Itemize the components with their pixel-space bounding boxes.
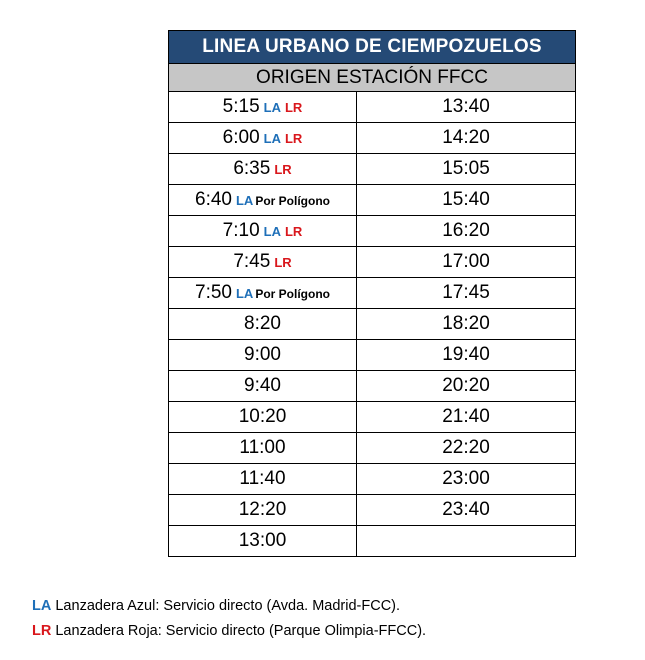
route-note: Por Polígono	[255, 287, 330, 301]
departure-cell-left	[169, 154, 357, 185]
legend-lr-text: Lanzadera Roja: Servicio directo (Parque Olimpia-FFCC).	[51, 623, 427, 639]
table-row	[169, 154, 576, 185]
route-tag-lr: LR	[284, 224, 303, 239]
departure-cell-left	[169, 340, 357, 371]
departure-cell-left	[169, 464, 357, 495]
departure-cell-left	[169, 309, 357, 340]
legend-lr-abbr: LR	[32, 623, 52, 639]
departure-time: 7:10	[222, 220, 260, 241]
departure-time: 7:50	[195, 282, 232, 303]
legend-la-text: Lanzadera Azul: Servicio directo (Avda. Madrid-FCC).	[51, 598, 401, 614]
route-note: Por Polígono	[255, 194, 330, 208]
route-tag-la: LA	[263, 131, 281, 146]
departure-cell-left	[169, 92, 357, 123]
departure-time: 9:00	[244, 344, 281, 365]
route-tag-lr: LR	[274, 255, 292, 270]
route-tag-la: LA	[235, 193, 254, 208]
legend-la	[32, 598, 400, 614]
departure-time: 6:40	[195, 189, 232, 210]
departure-cell-right: 15:05	[357, 154, 576, 185]
table-row	[169, 123, 576, 154]
route-tag-lr: LR	[284, 100, 303, 115]
departure-time: 7:45	[233, 251, 271, 272]
departure-cell-left	[169, 526, 357, 557]
departure-cell-right: 17:45	[357, 278, 576, 309]
departure-cell-right	[357, 526, 576, 557]
table-row	[169, 309, 576, 340]
departure-cell-right: 19:40	[357, 340, 576, 371]
table-row	[169, 371, 576, 402]
table-row	[169, 247, 576, 278]
departure-time: 6:35	[233, 158, 271, 179]
table-row	[169, 526, 576, 557]
departure-cell-right: 20:20	[357, 371, 576, 402]
departure-time: 11:40	[239, 468, 286, 489]
table-row	[169, 92, 576, 123]
departure-cell-right: 13:40	[357, 92, 576, 123]
departure-cell-right: 22:20	[357, 433, 576, 464]
departure-cell-right: 17:00	[357, 247, 576, 278]
table-row	[169, 185, 576, 216]
departure-cell-right: 14:20	[357, 123, 576, 154]
table-row	[169, 433, 576, 464]
departure-cell-right: 18:20	[357, 309, 576, 340]
schedule-title: LINEA URBANO DE CIEMPOZUELOS	[169, 31, 576, 64]
departure-cell-left	[169, 371, 357, 402]
departure-time: 11:00	[239, 437, 286, 458]
departure-time: 9:40	[244, 375, 281, 396]
route-tag-lr: LR	[284, 131, 303, 146]
departure-cell-right: 15:40	[357, 185, 576, 216]
departure-cell-left	[169, 247, 357, 278]
departure-cell-right: 16:20	[357, 216, 576, 247]
legend-la-abbr: LA	[32, 598, 52, 614]
schedule-table	[168, 30, 576, 557]
departure-time: 5:15	[222, 96, 260, 117]
departure-time: 6:00	[222, 127, 260, 148]
departure-cell-left	[169, 433, 357, 464]
route-tag-la: LA	[235, 286, 254, 301]
table-row	[169, 464, 576, 495]
route-tag-la: LA	[263, 100, 281, 115]
departure-cell-right: 21:40	[357, 402, 576, 433]
departure-cell-left	[169, 185, 357, 216]
table-row	[169, 278, 576, 309]
departure-cell-left	[169, 495, 357, 526]
departure-cell-left	[169, 123, 357, 154]
route-tag-la: LA	[263, 224, 281, 239]
table-row	[169, 402, 576, 433]
departure-time: 8:20	[244, 313, 281, 334]
departure-cell-right: 23:40	[357, 495, 576, 526]
departure-cell-left	[169, 402, 357, 433]
route-tag-lr: LR	[274, 162, 292, 177]
departure-time: 12:20	[238, 499, 287, 520]
table-row	[169, 495, 576, 526]
legend-lr	[32, 623, 426, 639]
departure-cell-left	[169, 278, 357, 309]
table-row	[169, 340, 576, 371]
departure-cell-left	[169, 216, 357, 247]
departure-cell-right: 23:00	[357, 464, 576, 495]
departure-time: 13:00	[238, 530, 287, 551]
schedule-subtitle: ORIGEN ESTACIÓN FFCC	[169, 64, 576, 92]
departure-time: 10:20	[238, 406, 287, 427]
table-row	[169, 216, 576, 247]
